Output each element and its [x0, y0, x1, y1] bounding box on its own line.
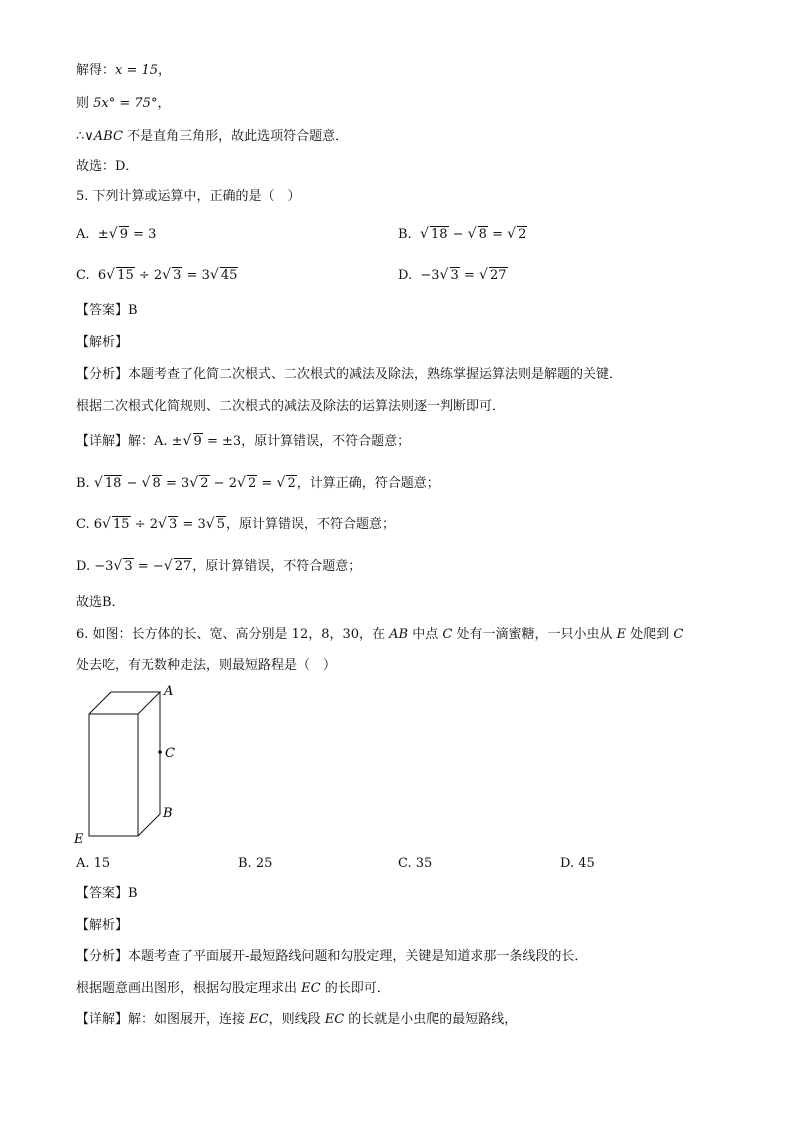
label-b: B [163, 806, 173, 821]
q5-option-d: D. −3√ 3 = √ 27 [398, 267, 508, 285]
q6-option-b: B. 25 [238, 856, 273, 871]
q6-detail: 【详解】解：如图展开，连接 EC，则线段 EC 的长就是小虫爬的最短路线， [76, 1012, 518, 1027]
q6-analysis: 【分析】本题考查了平面展开-最短路线问题和勾股定理，关键是知道求那一条线段的长． [76, 949, 588, 964]
q5-detail-c: C. 6√ 15 ÷ 2√ 3 = 3√ 5，原计算错误，不符合题意； [76, 516, 395, 534]
top-face [89, 692, 160, 714]
q5-approach: 根据二次根式化简规则、二次根式的减法及除法的运算法则逐一判断即可． [76, 399, 506, 414]
q5-answer: 【答案】B [76, 303, 138, 318]
q6-approach: 根据题意画出图形，根据勾股定理求出 EC 的长即可． [76, 981, 390, 996]
side-face [138, 692, 160, 836]
q6-analysis-heading: 【解析】 [76, 918, 129, 933]
solve-line: 解得：x = 15， [76, 63, 172, 78]
question-6: 6. 如图：长方体的长、宽、高分别是 12，8，30，在 AB 中点 C 处有一滴蜜糖，一只小虫从 E 处爬到 C [76, 627, 684, 642]
q5-option-c: C. 6√ 15 ÷ 2√ 3 = 3√ 45 [76, 267, 238, 285]
then-line: 则 5x° = 75°， [76, 96, 171, 111]
q5-analysis: 【分析】本题考查了化简二次根式、二次根式的减法及除法，熟练掌握运算法则是解题的关键． [76, 367, 623, 382]
q5-detail-d: D. −3√ 3 = −√ 27，原计算错误，不符合题意； [76, 558, 361, 576]
q6-option-d: D. 45 [560, 856, 595, 871]
label-e: E [74, 832, 84, 847]
q5-option-a: A. ±√ 9 = 3 [76, 226, 156, 244]
q6-option-a: A. 15 [76, 856, 111, 871]
choose-d-line: 故选：D． [76, 159, 139, 174]
cuboid-figure [70, 678, 190, 848]
q5-detail-a: 【详解】解：A. ±√ 9 = ±3，原计算错误，不符合题意； [76, 433, 410, 451]
question-6-cont: 处去吃，有无数种走法，则最短路程是（ ） [76, 658, 337, 673]
conclusion-line: ∴∨ABC 不是直角三角形，故此选项符合题意． [76, 129, 349, 144]
label-c: C [165, 746, 175, 761]
q5-detail-b: B. √ 18 − √ 8 = 3√ 2 − 2√ 2 = √ 2，计算正确，符合题意； [76, 475, 440, 493]
q5-choose-b: 故选B． [76, 595, 125, 610]
front-face [89, 714, 138, 836]
point-c [158, 750, 162, 754]
q6-option-c: C. 35 [398, 856, 433, 871]
q6-answer: 【答案】B [76, 886, 138, 901]
question-5: 5. 下列计算或运算中，正确的是（ ） [76, 189, 301, 204]
label-a: A [164, 684, 174, 699]
q5-analysis-heading: 【解析】 [76, 335, 129, 350]
q5-option-b: B. √ 18 − √ 8 = √ 2 [398, 226, 527, 244]
